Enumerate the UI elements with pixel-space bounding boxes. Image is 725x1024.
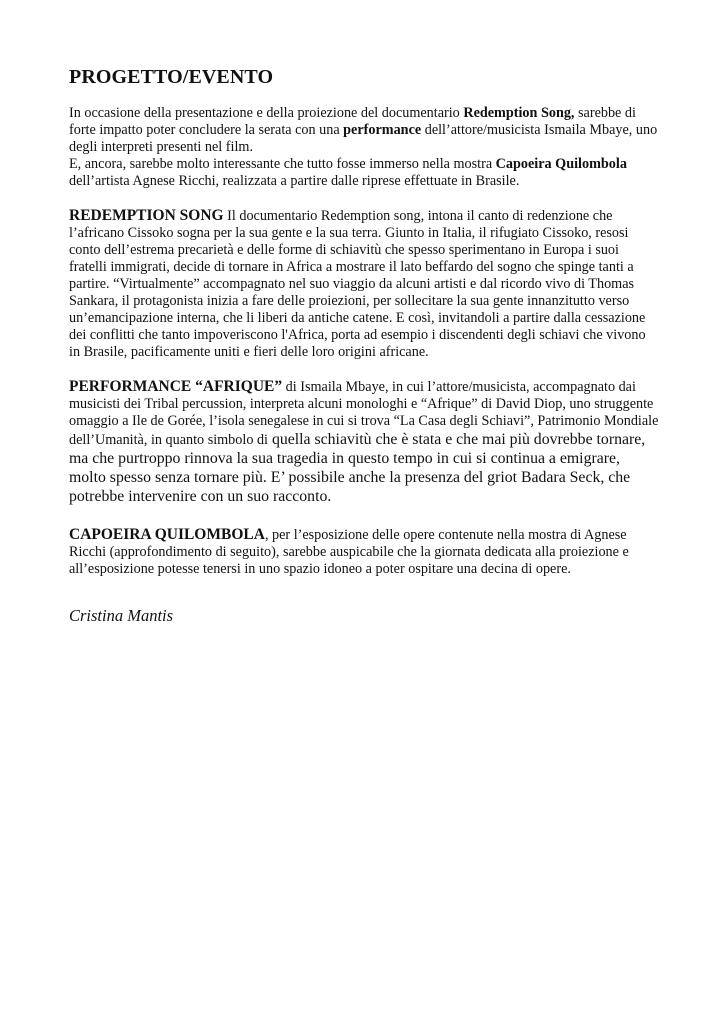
capoeira-text: , per l’esposizione delle opere contenute nella mostra di Agnese Ricchi (approfondimento di seguito), sarebbe auspicabile che la giornata dedicata alla proiezione e all’esposizione potesse tenersi in uno spazio idoneo a poter ospitare una decina di opere.	[69, 527, 629, 577]
intro-bold-performance: performance	[343, 122, 422, 138]
intro-text-5: dell’artista Agnese Ricchi, realizzata a partire dalle riprese effettuate in Brasile.	[69, 173, 520, 189]
document-title: PROGETTO/EVENTO	[69, 66, 274, 88]
intro-text-3: dell’attore/musicista Ismaila Mbaye, uno degli interpreti presenti nel film.	[69, 122, 658, 155]
performance-paragraph	[69, 378, 659, 506]
intro-text-1: In occasione della presentazione e della proiezione del documentario	[69, 105, 464, 121]
intro-text-2: sarebbe di forte impatto poter concludere la serata con una	[69, 105, 636, 138]
intro-text-4: E, ancora, sarebbe molto interessante che tutto fosse immerso nella mostra	[69, 156, 496, 172]
intro-paragraph	[69, 105, 659, 190]
capoeira-heading: CAPOEIRA QUILOMBOLA	[69, 526, 265, 543]
redemption-paragraph	[69, 207, 659, 361]
signature: Cristina Mantis	[69, 606, 174, 625]
performance-heading: PERFORMANCE “AFRIQUE”	[69, 378, 283, 395]
capoeira-paragraph	[69, 526, 659, 578]
intro-bold-title: Redemption Song,	[463, 105, 575, 121]
redemption-heading: REDEMPTION SONG	[69, 207, 224, 224]
redemption-text: Il documentario Redemption song, intona il canto di redenzione che l’africano Cissoko sogna per la sua gente e la sua terra. Giunto in Italia, il rifugiato Cissoko, resosi conto dell’estrema precarietà e delle forme di schiavitù che spesso sperimentano in Europa i suoi fratelli immigrati, decide di tornare in Africa a mostrare il lato beffardo del sogno che spinge tanti a partire. “Virtualmente” accompagnato nel suo viaggio da alcuni artisti e dal ricordo vivo di Thomas Sankara, il protagonista inizia a fare delle proiezioni, per sollecitare la sua gente innanzitutto verso un’emancipazione interna, che li liberi da antiche catene. E così, invitandoli a partire dalla cessazione dei conflitti che tanto impoveriscono l'Africa, porta ad esempio i discendenti degli schiavi che vivono in Brasile, pacificamente uniti e fieri delle loro origini africane.	[69, 208, 646, 360]
performance-text-1: di Ismaila Mbaye, in cui l’attore/musicista, accompagnato dai musicisti dei Tribal percussion, interpreta alcuni monologhi e “Afrique” di David Diop, uno struggente omaggio a Ile de Gorée, l’isola senegalese in cui si trova “La Casa degli Schiavi”, Patrimonio Mondiale dell’Umanità, in quanto simbolo di	[69, 379, 659, 448]
document-page	[69, 66, 659, 624]
performance-text-2: quella schiavitù che è stata e che mai più dovrebbe tornare, ma che purtroppo rinnova la sua tragedia in questo tempo in cui si continua a emigrare, molto spesso senza tornare più. E’ possibile anche la presenza del griot Badara Seck, che potrebbe intervenire con un suo racconto.	[69, 431, 646, 505]
intro-bold-exhibition: Capoeira Quilombola	[495, 156, 627, 172]
